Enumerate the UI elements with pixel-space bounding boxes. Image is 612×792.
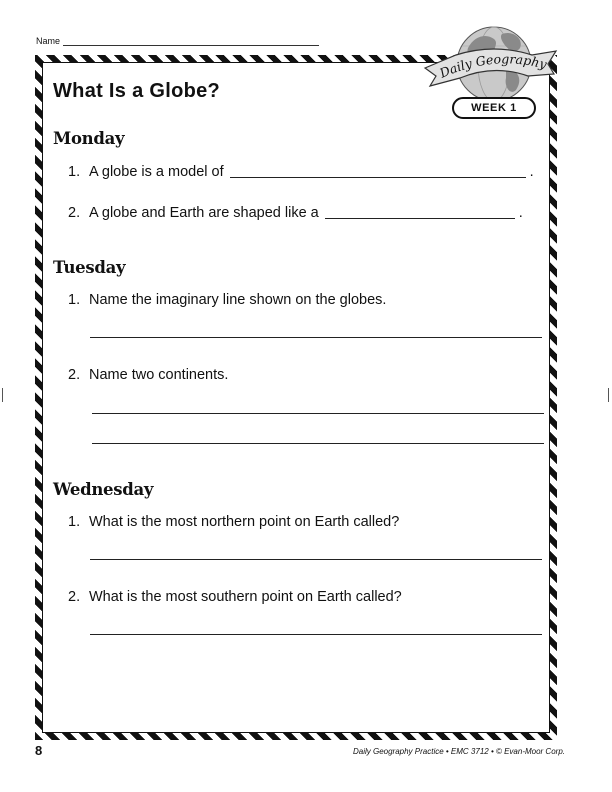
- tuesday-question-2: [68, 367, 228, 383]
- answer-blank[interactable]: [230, 163, 526, 178]
- tuesday-question-1: [68, 292, 386, 308]
- monday-question-2: [68, 204, 523, 221]
- question-number: 1.: [68, 514, 81, 530]
- question-text: A globe and Earth are shaped like a: [89, 205, 319, 221]
- answer-blank[interactable]: [325, 204, 515, 219]
- footer-credit: Daily Geography Practice • EMC 3712 • © Evan-Moor Corp.: [352, 747, 565, 756]
- wednesday-heading: Wednesday: [53, 480, 154, 499]
- name-label: Name: [36, 36, 61, 46]
- question-text: What is the most southern point on Earth called?: [89, 589, 402, 605]
- answer-line[interactable]: [90, 559, 542, 560]
- monday-question-1: [68, 163, 534, 180]
- right-margin-mark: [608, 388, 609, 402]
- name-row: [36, 36, 319, 46]
- answer-line[interactable]: [92, 443, 544, 444]
- page-title: What Is a Globe?: [53, 80, 221, 102]
- badge-series-title: Daily Geography: [437, 51, 549, 81]
- question-period: .: [529, 164, 534, 180]
- question-text: A globe is a model of: [89, 164, 224, 180]
- answer-line[interactable]: [92, 413, 544, 414]
- week-badge: WEEK 1: [452, 97, 536, 119]
- question-text: Name the imaginary line shown on the globes.: [89, 292, 387, 308]
- question-text: What is the most northern point on Earth called?: [89, 514, 400, 530]
- page-number: 8: [35, 743, 43, 758]
- question-number: 2.: [68, 589, 81, 605]
- question-number: 2.: [68, 205, 81, 221]
- question-number: 1.: [68, 292, 81, 308]
- question-number: 1.: [68, 164, 81, 180]
- answer-line[interactable]: [90, 337, 542, 338]
- tuesday-heading: Tuesday: [53, 258, 126, 277]
- wednesday-question-2: [68, 589, 402, 605]
- question-period: .: [518, 205, 523, 221]
- question-number: 2.: [68, 367, 81, 383]
- monday-heading: Monday: [53, 129, 125, 148]
- left-margin-mark: [2, 388, 3, 402]
- answer-line[interactable]: [90, 634, 542, 635]
- wednesday-question-1: [68, 514, 399, 530]
- question-text: Name two continents.: [89, 367, 229, 383]
- name-input-line[interactable]: [63, 36, 319, 46]
